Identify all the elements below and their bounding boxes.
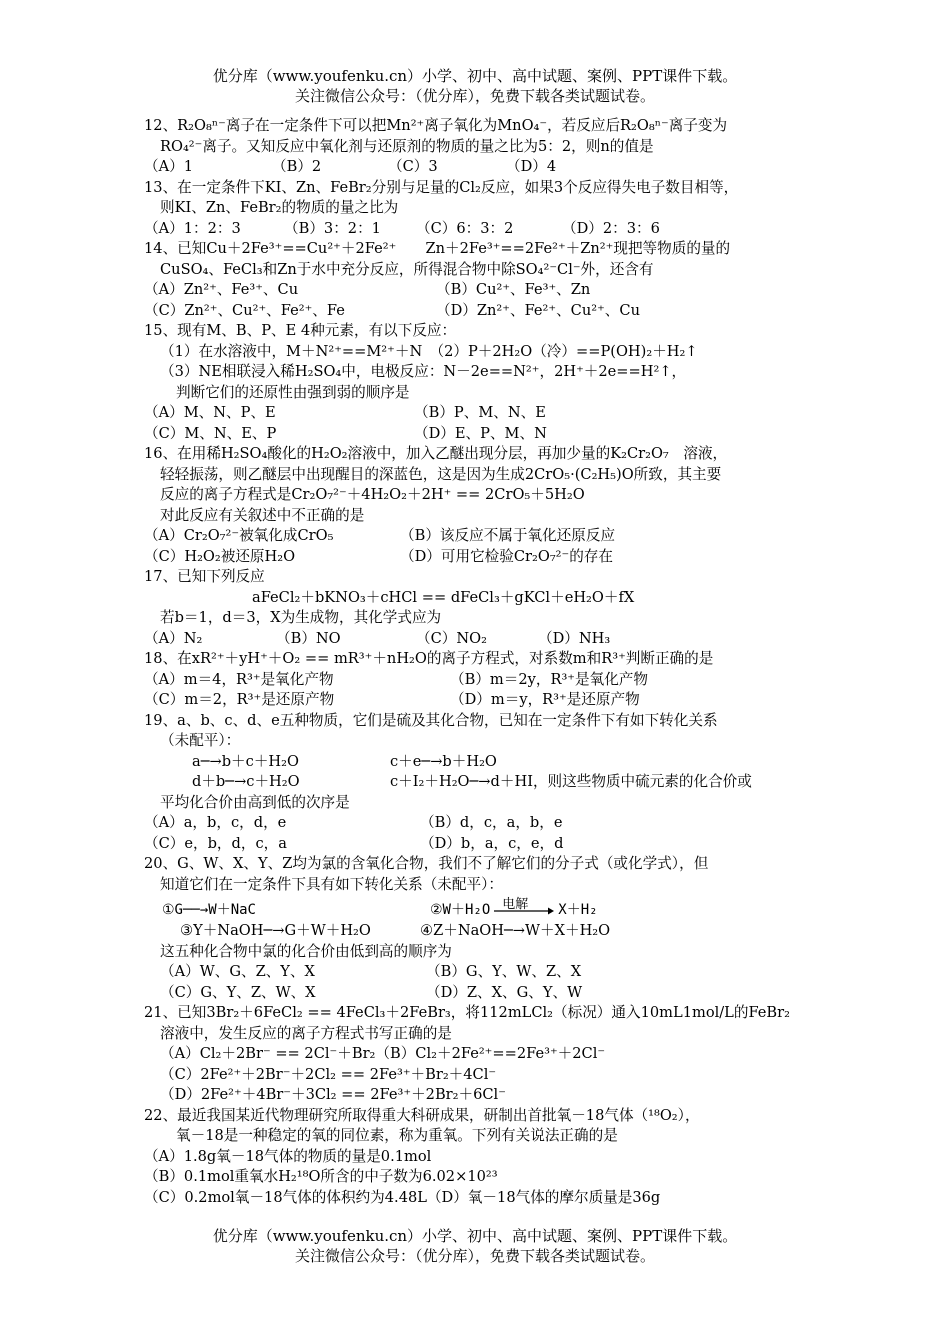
options-row	[144, 962, 824, 983]
reaction: d＋b─→c＋H₂O	[192, 773, 300, 790]
equation-line: aFeCl₂＋bKNO₃＋cHCl == dFeCl₃＋gKCl＋eH₂O＋fX	[252, 588, 635, 606]
option-a: （A）Zn²⁺、Fe³⁺、Cu	[144, 281, 299, 298]
question-stem: 16、在用稀H₂SO₄酸化的H₂O₂溶液中，加入乙醚出现分层，再加少量的K₂Cr₂O₇ 溶液，	[144, 445, 728, 462]
question-stem: 氧－18是一种稳定的氧的同位素，称为重氧。下列有关说法正确的是	[176, 1127, 618, 1144]
question-19	[144, 711, 824, 855]
option-d: （D）2Fe²⁺＋4Br⁻＋3Cl₂ == 2Fe³⁺＋2Br₂＋6Cl⁻	[160, 1086, 506, 1103]
arrow-label: 电解	[502, 897, 529, 912]
option-c: （C）NO₂	[416, 629, 487, 647]
question-stem: CuSO₄、FeCl₃和Zn于水中充分反应，所得混合物中除SO₄²⁻Cl⁻外，还含有	[160, 260, 654, 278]
options-row	[144, 834, 824, 855]
options-row: （C）0.2mol氧－18气体的体积约为4.48L（D）氧－18气体的摩尔质量是36g	[144, 1188, 661, 1206]
question-stem: 18、在xR²⁺＋yH⁺＋O₂ == mR³⁺＋nH₂O的离子方程式，对系数m和R³⁺判断正确的是	[144, 650, 714, 667]
option-c: （C）3	[388, 158, 438, 175]
option-d: （D）2：3：6	[562, 219, 660, 237]
question-stem: 反应的离子方程式是Cr₂O₇²⁻＋4H₂O₂＋2H⁺ == 2CrO₅＋5H₂O	[160, 486, 585, 503]
question-stem: 对此反应有关叙述中不正确的是	[160, 506, 365, 524]
reaction-line: （1）在水溶液中，M＋N²⁺==M²⁺＋N （2）P＋2H₂O（冷）==P(OH)₂＋H₂↑	[160, 342, 698, 360]
question-stem: 知道它们在一定条件下具有如下转化关系（未配平）：	[160, 875, 503, 893]
options-row	[144, 690, 824, 711]
option-c: （C）m＝2，R³⁺是还原产物	[144, 691, 335, 708]
reaction: ④Z＋NaOH─→W＋X＋H₂O	[420, 922, 611, 939]
option-c: （C）M、N、E、P	[144, 424, 277, 442]
question-stem: 判断它们的还原性由强到弱的顺序是	[176, 383, 410, 401]
option-b: （B）P、M、N、E	[414, 404, 546, 421]
reaction-left: ②W＋H₂O	[430, 902, 491, 918]
question-14	[144, 239, 824, 321]
option-a: （A）1	[144, 158, 194, 175]
option-b: （B）该反应不属于氧化还原反应	[400, 527, 616, 544]
question-stem: 22、最近我国某近代物理研究所取得重大科研成果，研制出首批氧－18气体（¹⁸O₂），	[144, 1106, 700, 1124]
question-stem: （未配平）：	[160, 732, 241, 749]
header-line-1: 优分库（www.youfenku.cn）小学、初中、高中试题、案例、PPT课件下载。	[212, 67, 738, 85]
header-line-2: 关注微信公众号：（优分库），免费下载各类试题试卷。	[294, 87, 655, 105]
options-row	[144, 670, 824, 691]
question-stem: 17、已知下列反应	[144, 568, 265, 585]
options-row	[144, 157, 824, 178]
reaction: a─→b＋c＋H₂O	[192, 752, 299, 770]
options-row	[144, 629, 824, 650]
option-c: （C）2Fe²⁺＋2Br⁻＋2Cl₂ == 2Fe³⁺＋Br₂＋4Cl⁻	[160, 1065, 497, 1083]
question-stem: 则KI、Zn、FeBr₂的物质的量之比为	[160, 199, 399, 216]
option-b: （B）0.1mol重氧水H₂¹⁸O所含的中子数为6.02×10²³	[144, 1168, 498, 1185]
option-a: （A）N₂	[144, 629, 203, 647]
question-stem: 20、G、W、X、Y、Z均为氯的含氧化合物，我们不了解它们的分子式（或化学式），但	[144, 855, 709, 872]
reaction: c＋I₂＋H₂O─→d＋HI，则这些物质中硫元素的化合价或	[390, 773, 752, 790]
option-b: （B）G、Y、W、Z、X	[426, 963, 582, 980]
options-row	[144, 219, 824, 240]
question-12	[144, 116, 824, 178]
options-row	[144, 547, 824, 568]
footer-line-2: 关注微信公众号：（优分库），免费下载各类试题试卷。	[294, 1247, 655, 1265]
option-d: （D）可用它检验Cr₂O₇²⁻的存在	[400, 547, 613, 565]
question-stem: 14、已知Cu＋2Fe³⁺==Cu²⁺＋2Fe²⁺ Zn＋2Fe³⁺==2Fe²⁺＋Zn²⁺现把等物质的量的	[144, 240, 731, 257]
arrow-right-icon	[494, 907, 554, 915]
reaction: ③Y＋NaOH─→G＋W＋H₂O	[180, 922, 371, 939]
option-a: （A）W、G、Z、Y、X	[160, 963, 315, 980]
option-a: （A）M、N、P、E	[144, 404, 276, 421]
option-a: （A）Cr₂O₇²⁻被氧化成CrO₅	[144, 527, 334, 544]
reaction-row	[144, 921, 824, 942]
reaction: c＋e─→b＋H₂O	[390, 752, 497, 770]
reaction-row	[144, 895, 824, 921]
question-18	[144, 649, 824, 711]
option-c: （C）H₂O₂被还原H₂O	[144, 547, 296, 565]
option-d: （D）NH₃	[538, 629, 611, 647]
question-15	[144, 321, 824, 444]
reaction: ①G──→W＋NaC	[162, 902, 256, 918]
page-footer	[0, 1226, 950, 1266]
question-stem: 这五种化合物中氯的化合价由低到高的顺序为	[160, 942, 452, 960]
option-b: （B）NO	[276, 629, 341, 647]
option-d: （D）Z、X、G、Y、W	[426, 983, 583, 1001]
option-a: （A）a，b，c，d，e	[144, 814, 287, 831]
question-21	[144, 1003, 824, 1106]
option-c: （C）Zn²⁺、Cu²⁺、Fe²⁺、Fe	[144, 301, 345, 319]
question-17	[144, 567, 824, 649]
question-stem: 13、在一定条件下KI、Zn、FeBr₂分别与足量的Cl₂反应，如果3个反应得失电子数目相等，	[144, 178, 739, 196]
option-c: （C）e，b，d，c，a	[144, 834, 287, 852]
option-d: （D）m＝y，R³⁺是还原产物	[450, 691, 640, 708]
option-d: （D）Zn²⁺、Fe²⁺、Cu²⁺、Cu	[436, 301, 640, 319]
options-row	[144, 280, 824, 301]
options-row: （A）Cl₂＋2Br⁻ == 2Cl⁻＋Br₂（B）Cl₂＋2Fe²⁺==2Fe³⁺＋2Cl⁻	[160, 1045, 606, 1062]
page-header	[0, 66, 950, 106]
question-stem: 溶液中，发生反应的离子方程式书写正确的是	[160, 1024, 452, 1042]
question-stem: 19、a、b、c、d、e五种物质，它们是硫及其化合物，已知在一定条件下有如下转化关系	[144, 711, 718, 729]
option-b: （B）Cu²⁺、Fe³⁺、Zn	[436, 281, 591, 298]
options-row	[144, 424, 824, 445]
option-d: （D）E、P、M、N	[414, 424, 547, 442]
option-b: （B）2	[272, 158, 322, 175]
options-row	[144, 526, 824, 547]
question-stem: 12、R₂O₈ⁿ⁻离子在一定条件下可以把Mn²⁺离子氧化为MnO₄⁻，若反应后R₂O₈ⁿ⁻离子变为	[144, 117, 728, 134]
electrolysis-arrow	[494, 897, 554, 920]
option-c: （C）6：3：2	[416, 219, 514, 237]
question-stem: RO₄²⁻离子。又知反应中氧化剂与还原剂的物质的量之比为5：2，则n的值是	[160, 137, 654, 155]
options-row	[144, 301, 824, 322]
footer-line-1: 优分库（www.youfenku.cn）小学、初中、高中试题、案例、PPT课件下载。	[212, 1227, 738, 1245]
question-list	[144, 116, 824, 1208]
question-13	[144, 178, 824, 240]
question-stem: 21、已知3Br₂＋6FeCl₂ == 4FeCl₃＋2FeBr₃，将112mLCl₂（标况）通入10mL1mol/L的FeBr₂	[144, 1004, 790, 1021]
option-c: （C）G、Y、Z、W、X	[160, 983, 316, 1001]
option-d: （D）b，a，c，e，d	[420, 834, 564, 852]
question-stem: 若b＝1，d＝3，X为生成物，其化学式应为	[160, 609, 442, 626]
option-b: （B）d，c，a，b，e	[420, 814, 563, 831]
question-stem: 15、现有M、B、P、E 4种元素，有以下反应：	[144, 322, 457, 339]
reaction-row	[144, 752, 824, 773]
options-row	[144, 403, 824, 424]
question-20	[144, 854, 824, 1003]
option-a: （A）m＝4，R³⁺是氧化产物	[144, 670, 334, 688]
reaction-right: X＋H₂	[558, 902, 598, 918]
question-stem: 轻轻振荡，则乙醚层中出现醒目的深蓝色，这是因为生成2CrO₅·(C₂H₅)O所致，其主要	[160, 465, 722, 483]
question-16	[144, 444, 824, 567]
question-stem: 平均化合价由高到低的次序是	[160, 793, 350, 811]
option-a: （A）1.8g氧－18气体的物质的量是0.1mol	[144, 1147, 432, 1165]
option-d: （D）4	[506, 158, 557, 175]
options-row	[144, 983, 824, 1004]
options-row	[144, 813, 824, 834]
option-b: （B）3：2：1	[284, 219, 381, 237]
option-a: （A）1：2：3	[144, 219, 241, 237]
option-b: （B）m＝2y，R³⁺是氧化产物	[450, 670, 648, 688]
question-22	[144, 1106, 824, 1209]
reaction-line: （3）NE相联浸入稀H₂SO₄中，电极反应：N－2e==N²⁺，2H⁺＋2e==H²↑，	[160, 363, 687, 380]
reaction-row	[144, 772, 824, 793]
